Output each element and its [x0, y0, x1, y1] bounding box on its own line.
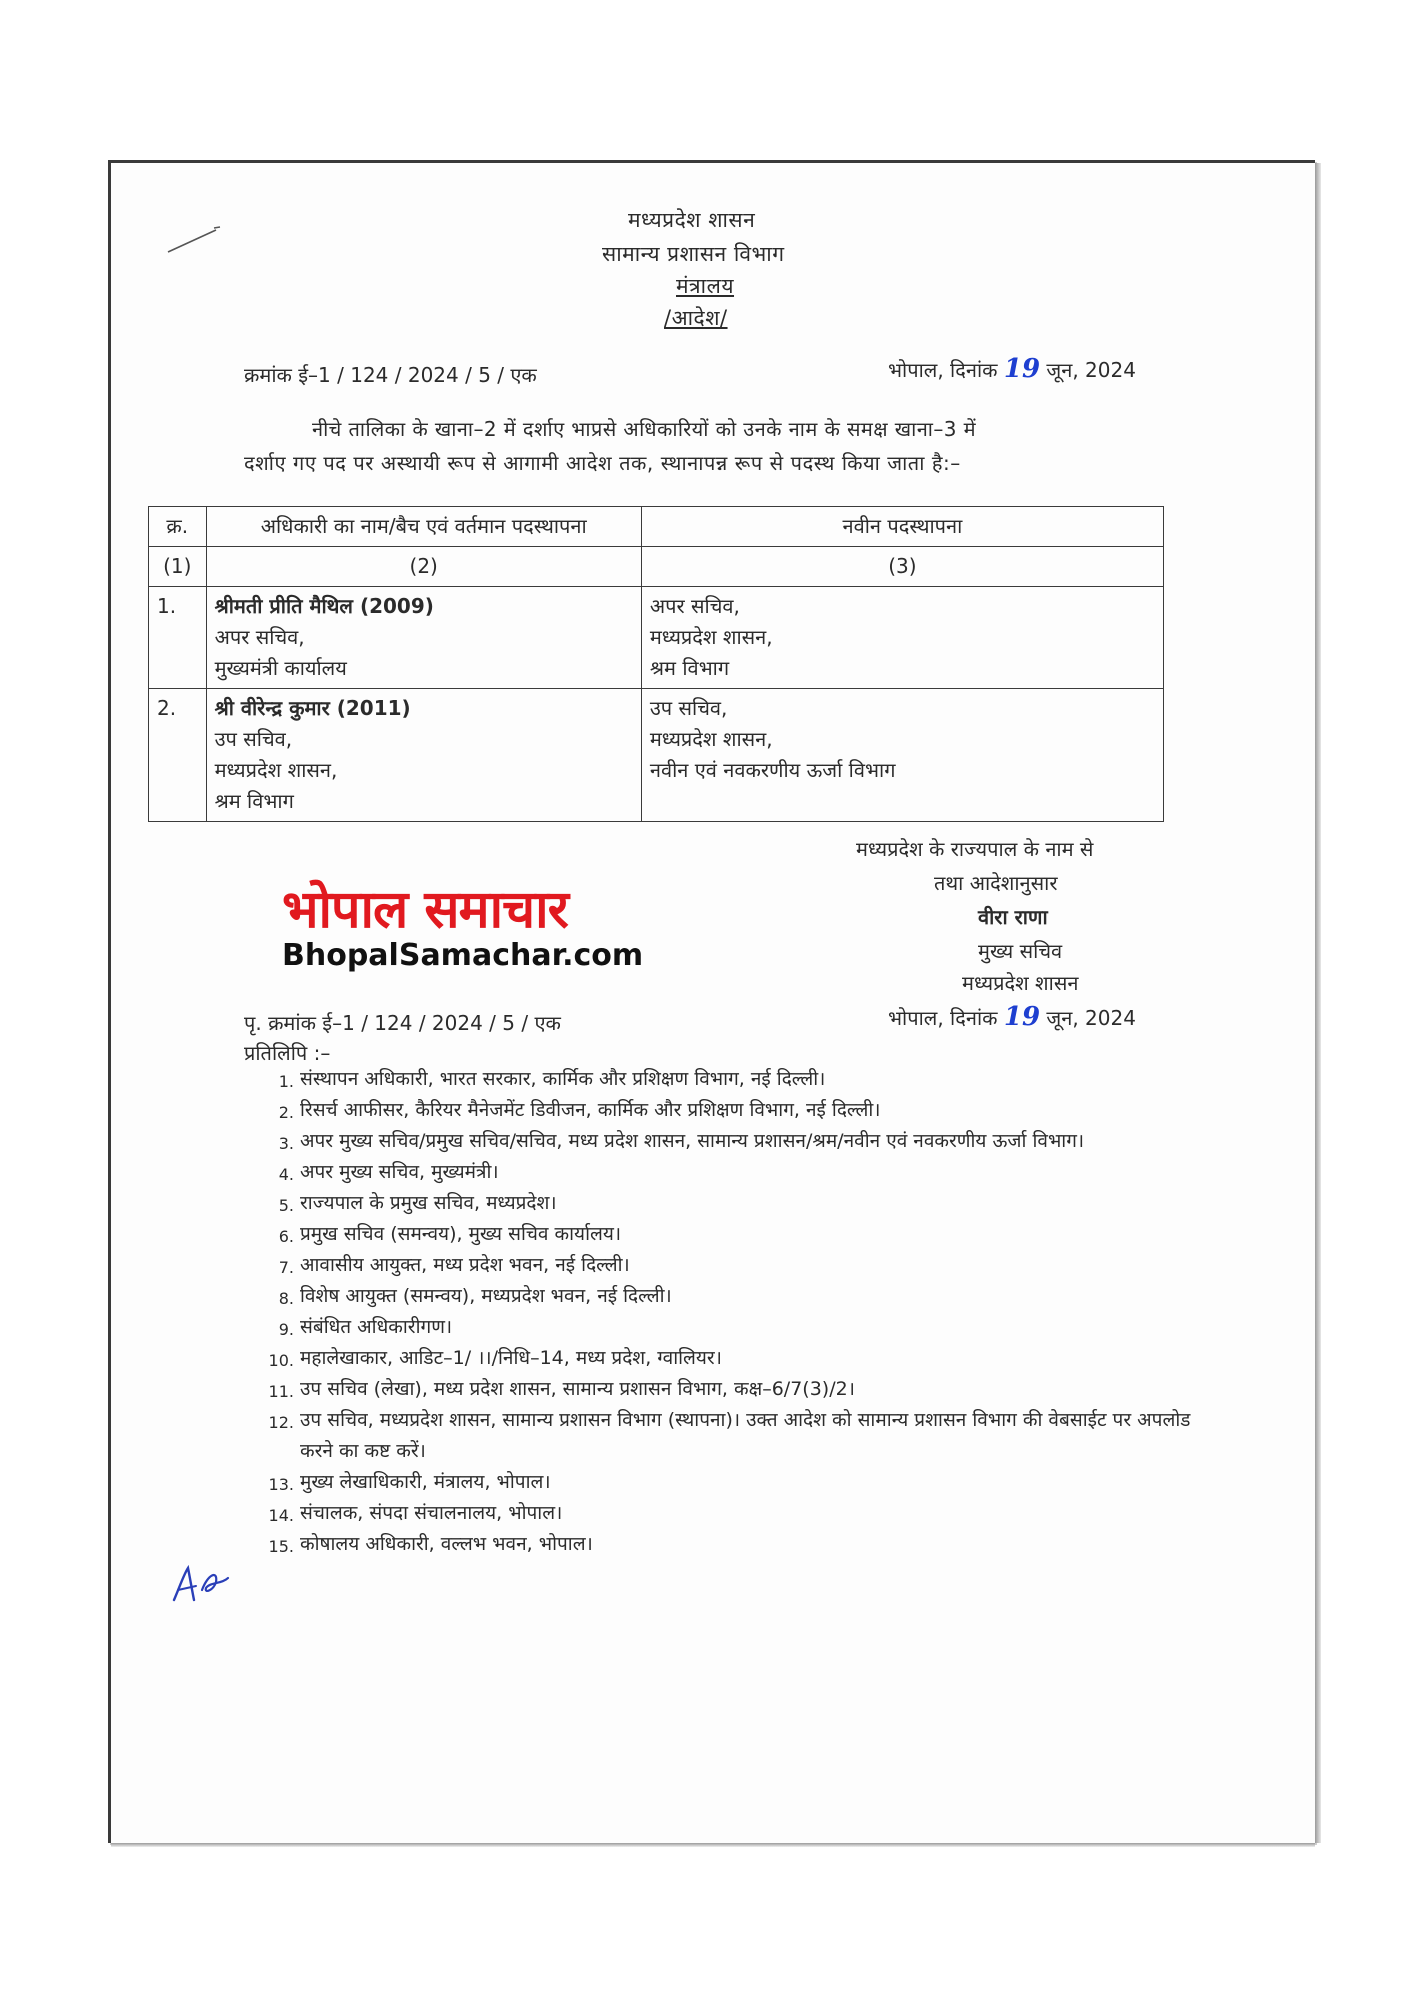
posting-table: [148, 506, 1164, 822]
table-row: [149, 587, 1164, 689]
pen-stroke-mark-icon: [166, 224, 222, 254]
list-item-text: महालेखाकार, आडिट–1/ ।।/निधि–14, मध्य प्रदेश, ग्वालियर।: [300, 1347, 722, 1369]
endorsement-date-prefix: भोपाल, दिनांक: [888, 1006, 998, 1030]
signature-name: वीरा राणा: [978, 905, 1048, 929]
list-item: [258, 1126, 1198, 1157]
page-edge-shadow-bottom: [111, 1843, 1315, 1847]
list-item: [258, 1343, 1198, 1374]
list-item-text: उप सचिव, मध्यप्रदेश शासन, सामान्य प्रशासन विभाग (स्थापना)। उक्त आदेश को सामान्य प्रशासन विभाग की वेबसाईट पर अपलोड करने का कष्ट करें।: [300, 1409, 1191, 1462]
endorsement-date-suffix: जून, 2024: [1046, 1006, 1136, 1030]
list-item-text: मुख्य लेखाधिकारी, मंत्रालय, भोपाल।: [300, 1471, 551, 1493]
endorsement-ref-number: पृ. क्रमांक ई–1 / 124 / 2024 / 5 / एक: [244, 1011, 561, 1035]
officer-name: श्रीमती प्रीति मैथिल (2009): [214, 594, 434, 618]
row-serial: 2.: [149, 689, 207, 822]
list-item-number: 13.: [268, 1475, 294, 1494]
list-item: [258, 1529, 1198, 1560]
list-item-text: संस्थापन अधिकारी, भारत सरकार, कार्मिक और प्रशिक्षण विभाग, नई दिल्ली।: [300, 1068, 826, 1090]
intro-line-1: नीचे तालिका के खाना–2 में दर्शाए भाप्रसे अधिकारियों को उनके नाम के समक्ष खाना–3 में: [312, 417, 977, 441]
colnum-3: (3): [641, 547, 1163, 587]
list-item-text: संबंधित अधिकारीगण।: [300, 1316, 453, 1338]
list-item-number: 11.: [268, 1382, 294, 1401]
new-posting-line: उप सचिव,: [649, 696, 728, 720]
list-item-number: 2.: [278, 1103, 294, 1122]
header-serial: क्र.: [149, 507, 207, 547]
new-posting-line: नवीन एवं नवकरणीय ऊर्जा विभाग: [649, 758, 896, 782]
list-item-text: अपर मुख्य सचिव, मुख्यमंत्री।: [300, 1161, 499, 1183]
list-item-number: 14.: [268, 1506, 294, 1525]
order-date-suffix: जून, 2024: [1046, 358, 1136, 382]
watermark-url: BhopalSamachar.com: [282, 938, 644, 973]
new-posting-line: मध्यप्रदेश शासन,: [649, 727, 773, 751]
row-new-posting: [641, 689, 1163, 822]
table-header-row: [149, 507, 1164, 547]
table-colnum-row: [149, 547, 1164, 587]
intro-line-2: दर्शाए गए पद पर अस्थायी रूप से आगामी आदेश तक, स्थानापन्न रूप से पदस्थ किया जाता है:–: [244, 451, 961, 475]
list-item-number: 1.: [278, 1072, 294, 1091]
row-officer: [206, 587, 641, 689]
list-item-number: 3.: [278, 1134, 294, 1153]
endorsement-date: [888, 1000, 1136, 1035]
list-item-number: 15.: [268, 1537, 294, 1556]
header-department: सामान्य प्रशासन विभाग: [602, 242, 785, 266]
bhopal-samachar-watermark: [282, 882, 662, 974]
officer-name: श्री वीरेन्द्र कुमार (2011): [214, 696, 411, 720]
list-item-text: प्रमुख सचिव (समन्वय), मुख्य सचिव कार्यालय।: [300, 1223, 622, 1245]
copy-label: प्रतिलिपि :–: [244, 1041, 331, 1065]
header-new-posting: नवीन पदस्थापना: [641, 507, 1163, 547]
order-date: [888, 352, 1136, 387]
list-item-number: 10.: [268, 1351, 294, 1370]
row-new-posting: [641, 587, 1163, 689]
list-item-text: विशेष आयुक्त (समन्वय), मध्यप्रदेश भवन, नई दिल्ली।: [300, 1285, 672, 1307]
list-item-number: 12.: [268, 1413, 294, 1432]
row-officer: [206, 689, 641, 822]
officer-current-line: श्रम विभाग: [214, 789, 294, 813]
list-item-text: राज्यपाल के प्रमुख सचिव, मध्यप्रदेश।: [300, 1192, 557, 1214]
handwritten-initials-icon: [168, 1560, 232, 1608]
endorsement-date-handwritten-day: 19: [1003, 1002, 1041, 1032]
list-item-text: अपर मुख्य सचिव/प्रमुख सचिव/सचिव, मध्य प्रदेश शासन, सामान्य प्रशासन/श्रम/नवीन एवं नवकरणीय ऊर्जा विभाग।: [300, 1130, 1085, 1152]
list-item: [258, 1188, 1198, 1219]
officer-current-line: मुख्यमंत्री कार्यालय: [214, 656, 347, 680]
header-officer: अधिकारी का नाम/बैच एवं वर्तमान पदस्थापना: [206, 507, 641, 547]
list-item: [258, 1095, 1198, 1126]
order-date-prefix: भोपाल, दिनांक: [888, 358, 998, 382]
signature-authority-line2: तथा आदेशानुसार: [934, 871, 1058, 895]
colnum-2: (2): [206, 547, 641, 587]
list-item: [258, 1498, 1198, 1529]
list-item-text: संचालक, संपदा संचालनालय, भोपाल।: [300, 1502, 563, 1524]
list-item-text: उप सचिव (लेखा), मध्य प्रदेश शासन, सामान्य प्रशासन विभाग, कक्ष–6/7(3)/2।: [300, 1378, 855, 1400]
signature-office: मध्यप्रदेश शासन: [962, 971, 1079, 995]
order-date-handwritten-day: 19: [1003, 354, 1041, 384]
signature-authority-line1: मध्यप्रदेश के राज्यपाल के नाम से: [856, 837, 1094, 861]
row-serial: 1.: [149, 587, 207, 689]
list-item-number: 7.: [278, 1258, 294, 1277]
officer-current-line: उप सचिव,: [214, 727, 293, 751]
list-item-number: 5.: [278, 1196, 294, 1215]
officer-current-line: अपर सचिव,: [214, 625, 305, 649]
table-row: [149, 689, 1164, 822]
list-item-text: आवासीय आयुक्त, मध्य प्रदेश भवन, नई दिल्ली।: [300, 1254, 630, 1276]
list-item: [258, 1374, 1198, 1405]
list-item-number: 8.: [278, 1289, 294, 1308]
watermark-hindi-logo: भोपाल समाचार: [282, 880, 568, 940]
list-item-text: रिसर्च आफीसर, कैरियर मैनेजमेंट डिवीजन, कार्मिक और प्रशिक्षण विभाग, नई दिल्ली।: [300, 1099, 881, 1121]
list-item-number: 4.: [278, 1165, 294, 1184]
colnum-1: (1): [149, 547, 207, 587]
list-item: [258, 1250, 1198, 1281]
new-posting-line: अपर सचिव,: [649, 594, 740, 618]
page-edge-shadow-right: [1315, 163, 1321, 1843]
list-item-number: 9.: [278, 1320, 294, 1339]
header-govt: मध्यप्रदेश शासन: [628, 208, 756, 232]
list-item: [258, 1157, 1198, 1188]
list-item: [258, 1281, 1198, 1312]
header-order-title: /आदेश/: [664, 306, 728, 330]
header-ministry: मंत्रालय: [676, 274, 735, 298]
officer-current-line: मध्यप्रदेश शासन,: [214, 758, 338, 782]
list-item: [258, 1312, 1198, 1343]
list-item: [258, 1405, 1198, 1467]
list-item: [258, 1219, 1198, 1250]
order-ref-number: क्रमांक ई–1 / 124 / 2024 / 5 / एक: [244, 363, 537, 387]
signature-designation: मुख्य सचिव: [978, 939, 1063, 963]
list-item-text: कोषालय अधिकारी, वल्लभ भवन, भोपाल।: [300, 1533, 593, 1555]
new-posting-line: श्रम विभाग: [649, 656, 730, 680]
list-item-number: 6.: [278, 1227, 294, 1246]
new-posting-line: मध्यप्रदेश शासन,: [649, 625, 773, 649]
copy-distribution-list: [258, 1064, 1198, 1560]
list-item: [258, 1064, 1198, 1095]
list-item: [258, 1467, 1198, 1498]
